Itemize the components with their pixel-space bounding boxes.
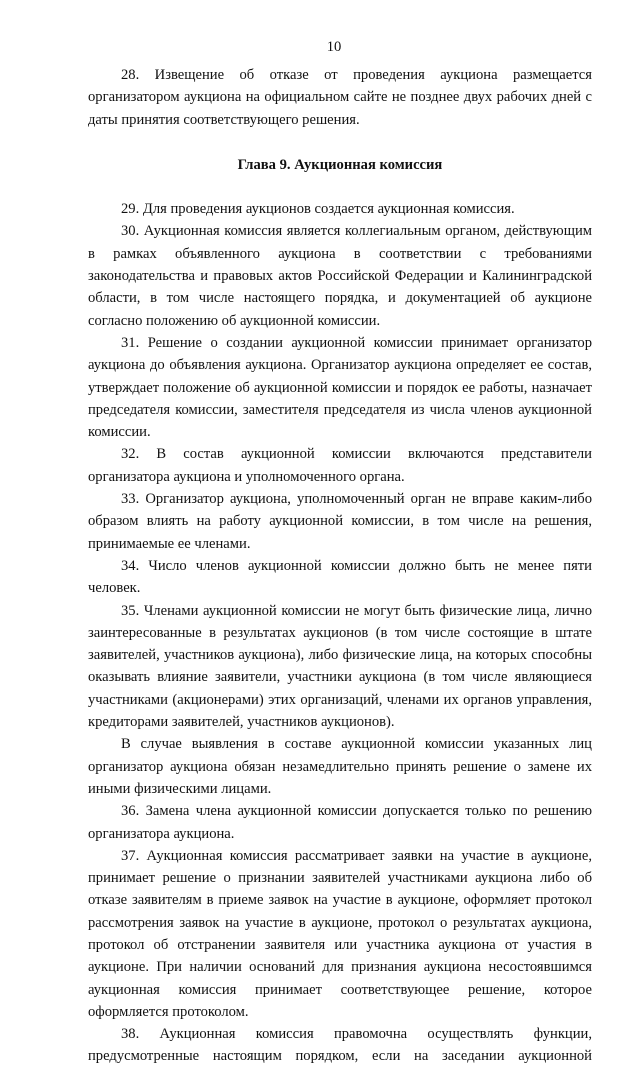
paragraph-29: 29. Для проведения аукционов создается аукционная комиссия. [121,201,515,218]
paragraph-35: 35. Членами аукционной комиссии не могут быть физические лица, лично заинтересованные в результатах аукционов (в том числе состоящие в штате заявителей, участников аукциона), либо физические лица, на которых способны оказывать влияние заявители, участники аукциона (в том числе являющиеся участниками (акционерами) этих организаций, членами их органов управления, кредиторами заявителей, участников аукционов). [88,602,592,731]
page-number: 10 [326,39,342,55]
paragraphs-before [88,64,592,131]
paragraph-31: 31. Решение о создании аукционной комиссии принимает организатор аукциона до объявления аукциона. Организатор аукциона определяет ее состав, утверждает положение об аукционной комиссии и порядок ее работы, назначает председателя комиссии, заместителя председателя из числа членов аукционной комиссии. [88,334,592,441]
chapter-title: Глава 9. Аукционная комиссия [237,156,443,173]
paragraph-33: 33. Организатор аукциона, уполномоченный орган не вправе каким-либо образом влиять на работу аукционной комиссии, в том числе на решения, принимаемые ее членами. [88,491,592,552]
paragraph-34: 34. Число членов аукционной комиссии должно быть не менее пяти человек. [88,557,592,597]
paragraph-36: 36. Замена члена аукционной комиссии допускается только по решению организатора аукциона. [88,803,592,842]
paragraph-37: 37. Аукционная комиссия рассматривает заявки на участие в аукционе, принимает решение о признании заявителей участниками аукциона либо об отказе заявителям в приеме заявок на участие в аукционе, оформляет протокол рассмотрения заявок на участие в аукционе, протокол о результатах аукциона, протокол об отстранении заявителя или участника аукциона от участия в аукционе. При наличии оснований для признания аукциона несостоявшимся аукционная комиссия принимает соответствующее решение, которое оформляется протоколом. [88,847,592,1020]
paragraph-30: 30. Аукционная комиссия является коллегиальным органом, действующим в рамках объявленного аукциона в соответствии с требованиями законодательства и правовых актов Российской Федерации и Калининградской области, в том числе настоящего порядка, и документацией об аукционе согласно положению об аукционной комиссии. [88,223,592,329]
paragraph-32: 32. В состав аукционной комиссии включаются представители организатора аукциона и уполномоченного органа. [88,446,592,485]
document-page [88,36,592,1068]
paragraph-35-continued: В случае выявления в составе аукционной комиссии указанных лиц организатор аукциона обязан незамедлительно принять решение о замене их иными физическими лицами. [88,736,592,797]
paragraphs-after [88,198,592,1068]
paragraph-28: 28. Извещение об отказе от проведения аукциона размещается организатором аукциона на официальном сайте не позднее двух рабочих дней с даты принятия соответствующего решения. [88,67,592,128]
paragraph-38: 38. Аукционная комиссия правомочна осуществлять функции, предусмотренные настоящим порядком, если на заседании аукционной [88,1026,592,1065]
